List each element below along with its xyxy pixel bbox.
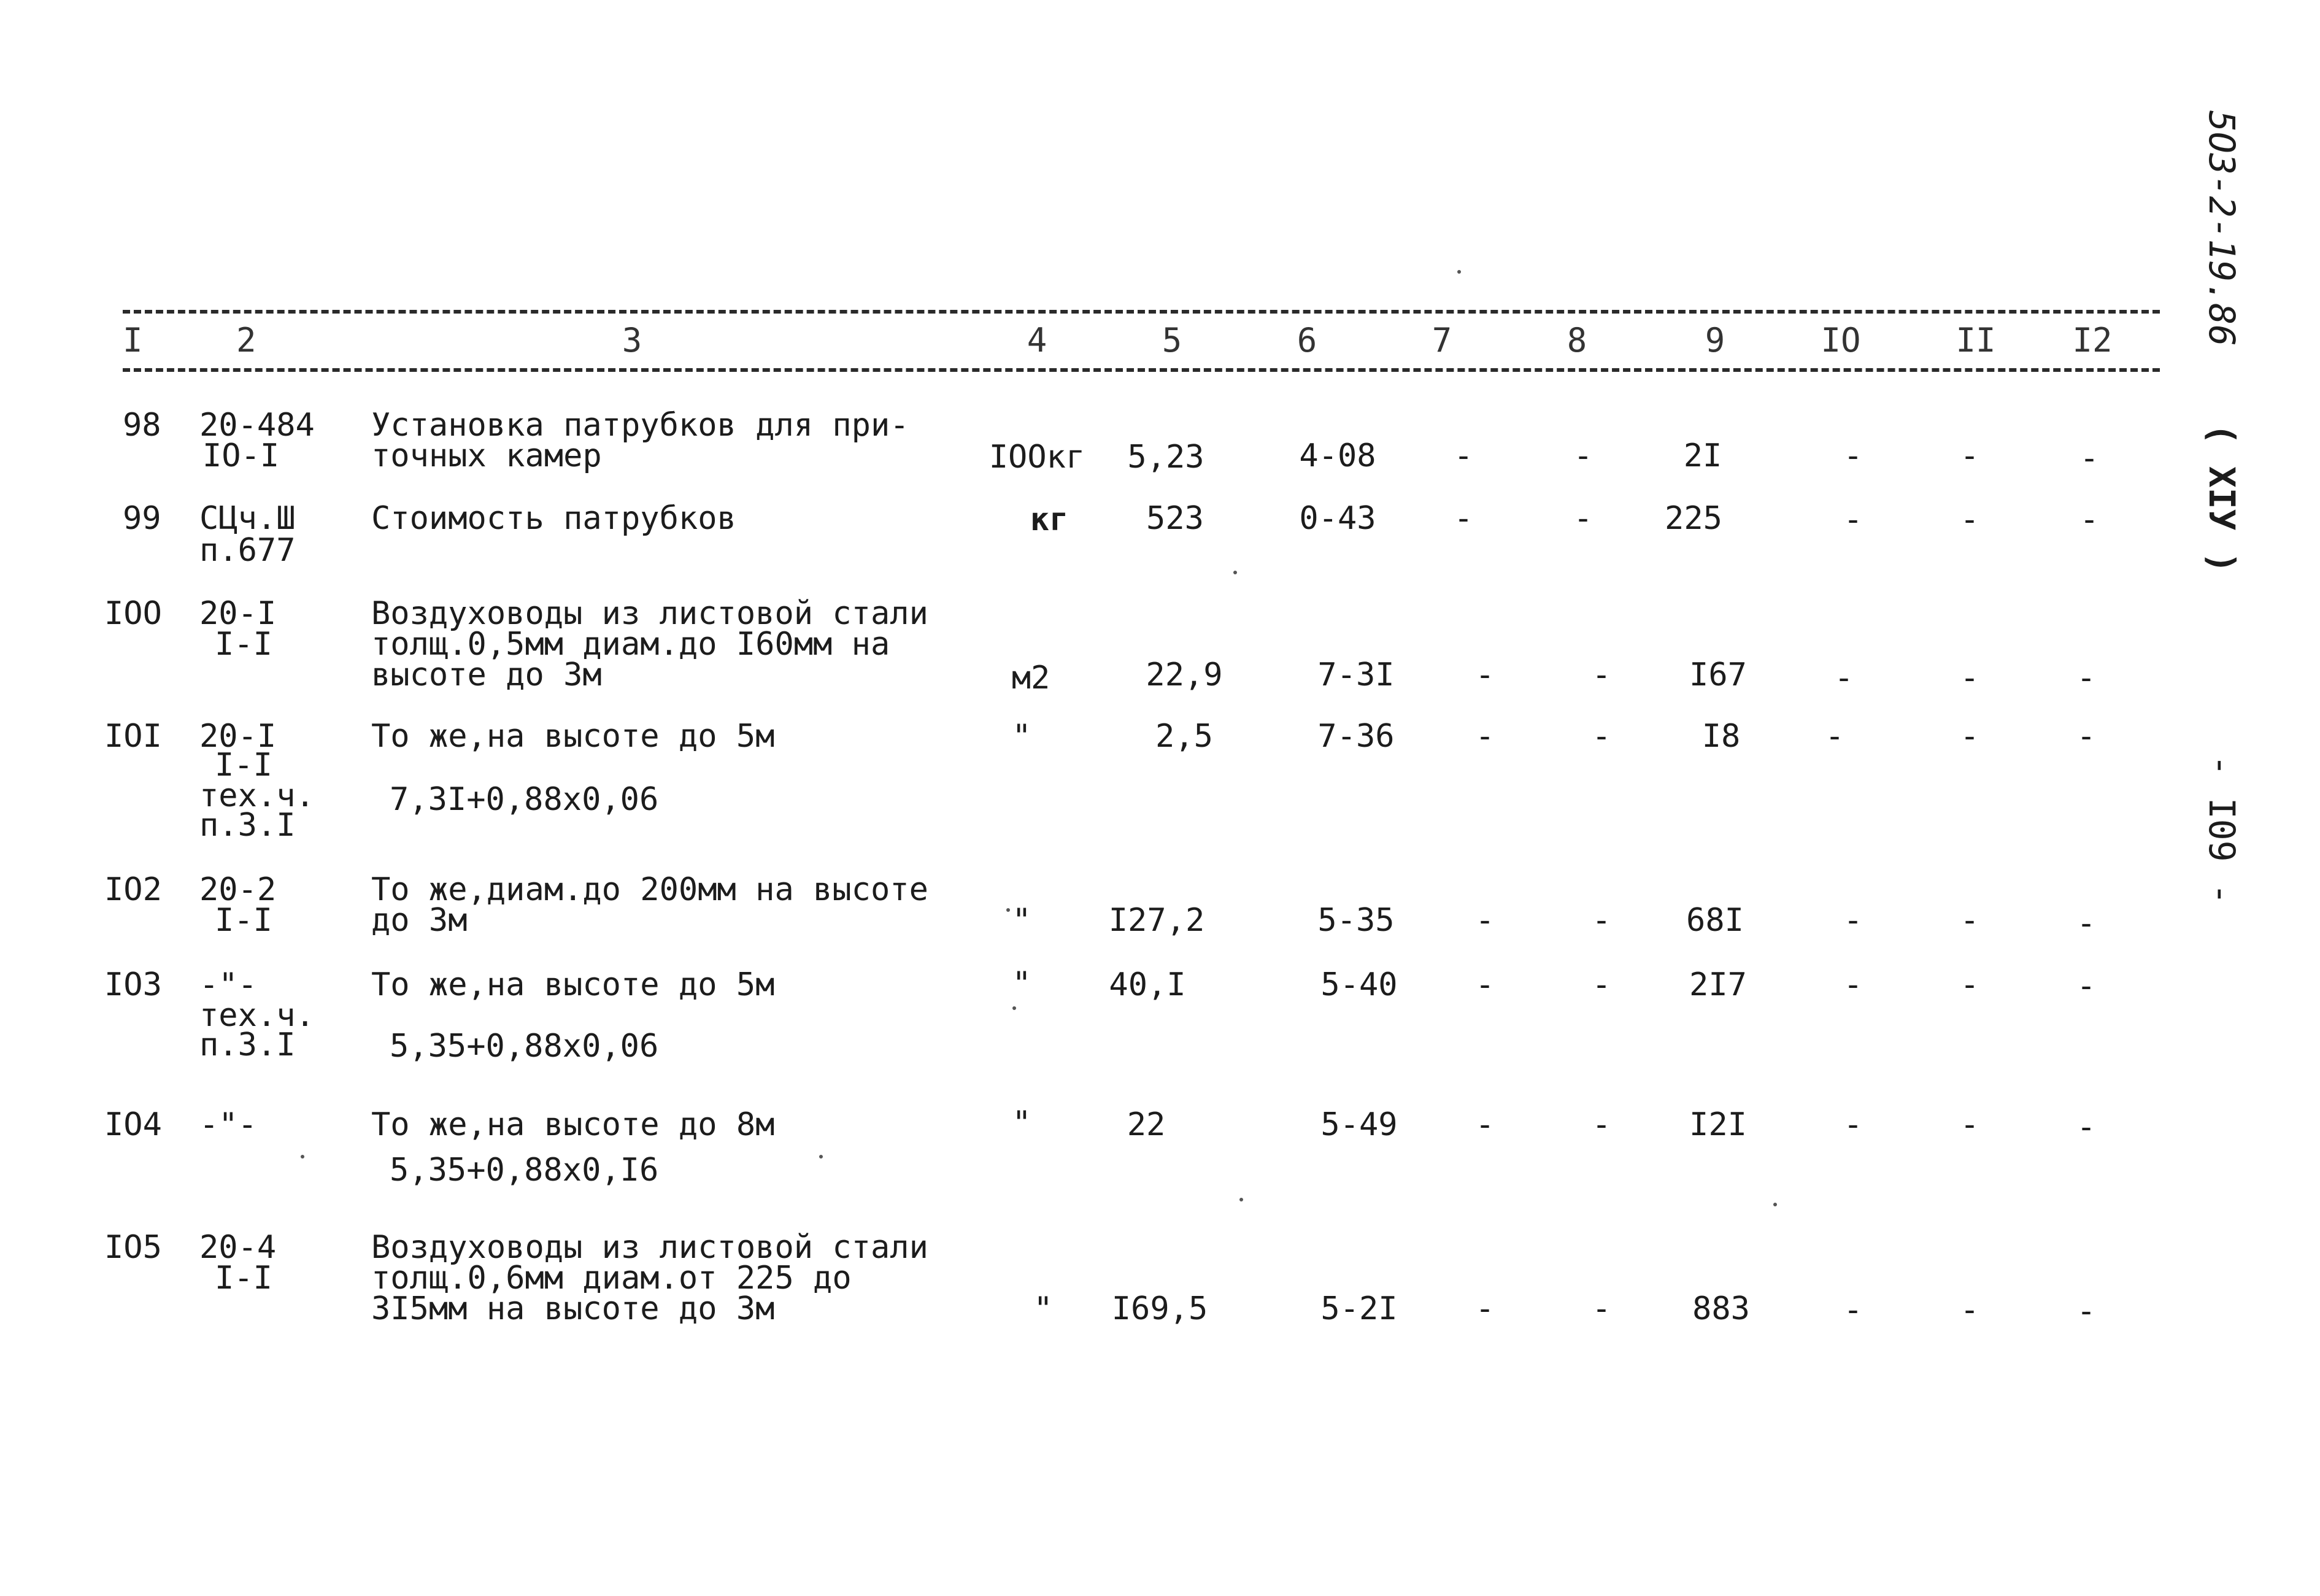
row-unit: " xyxy=(1012,718,1031,755)
row-col7: - xyxy=(1454,500,1473,537)
row-col6: 7-36 xyxy=(1317,718,1395,755)
row-col10: - xyxy=(1825,718,1844,755)
row-number: IO5 xyxy=(104,1229,162,1266)
row-col5: 40,I xyxy=(1109,966,1186,1003)
col-header-2: 2 xyxy=(236,321,256,360)
row-description: То же,на высоте до 5м xyxy=(371,718,775,755)
scan-speck xyxy=(1233,571,1237,574)
row-col8: - xyxy=(1573,438,1593,474)
row-col7: - xyxy=(1475,657,1495,693)
row-col12: - xyxy=(2076,1109,2096,1146)
row-col9: I67 xyxy=(1689,657,1747,693)
row-number: IO4 xyxy=(104,1106,162,1143)
row-number: IO2 xyxy=(104,871,162,908)
row-code: п.3.I xyxy=(199,807,296,844)
row-col7: - xyxy=(1475,1106,1495,1143)
row-description: высоте до 3м xyxy=(371,657,602,693)
row-description: То же,на высоте до 8м xyxy=(371,1106,775,1143)
row-code: 20-I xyxy=(199,718,277,755)
row-code: I-I xyxy=(215,626,272,663)
row-code: I-I xyxy=(215,902,272,939)
row-unit: " xyxy=(1012,965,1031,1002)
scan-speck xyxy=(301,1155,304,1158)
row-description: точных камер xyxy=(371,438,602,474)
row-col12: - xyxy=(2079,501,2099,538)
row-col12: - xyxy=(2076,905,2096,942)
row-col7: - xyxy=(1475,718,1495,755)
row-description: Воздуховоды из листовой стали xyxy=(371,595,928,632)
row-code: 20-4 xyxy=(199,1229,277,1266)
row-unit: " xyxy=(1012,902,1031,939)
row-col7: - xyxy=(1475,1290,1495,1327)
scan-speck xyxy=(1457,270,1461,274)
row-col9: 225 xyxy=(1665,500,1722,537)
col-header-11: II xyxy=(1956,321,1996,360)
row-code: -"- xyxy=(199,1106,257,1143)
row-unit: IOOкг xyxy=(989,439,1085,476)
row-code: I-I xyxy=(215,747,272,784)
col-header-4: 4 xyxy=(1027,321,1047,360)
row-col5: 523 xyxy=(1146,500,1204,537)
row-col10: - xyxy=(1843,1292,1863,1328)
row-description: Стоимость патрубков xyxy=(371,500,736,537)
row-col8: - xyxy=(1592,1106,1611,1143)
col-header-6: 6 xyxy=(1297,321,1317,360)
row-col5: I27,2 xyxy=(1108,902,1205,939)
row-unit: " xyxy=(1012,1104,1031,1141)
row-col10: - xyxy=(1843,438,1863,474)
row-description: толщ.0,6мм диам.от 225 до xyxy=(371,1260,852,1297)
col-header-8: 8 xyxy=(1567,321,1587,360)
margin-section: ( ХIУ ) xyxy=(2201,423,2243,574)
row-col8: - xyxy=(1592,657,1611,693)
row-code: п.3.I xyxy=(199,1027,296,1063)
row-code: I-I xyxy=(215,1260,272,1297)
row-col5: I69,5 xyxy=(1111,1290,1208,1327)
row-code: тех.ч. xyxy=(199,997,315,1034)
row-unit: м2 xyxy=(1011,660,1050,696)
row-col6: 4-08 xyxy=(1299,438,1376,474)
col-header-3: 3 xyxy=(622,321,642,360)
row-number: 99 xyxy=(123,500,161,537)
row-col9: I2I xyxy=(1689,1106,1747,1143)
row-col11: - xyxy=(1960,1106,1979,1143)
row-number: IOI xyxy=(104,718,162,755)
row-col9: 2I xyxy=(1683,438,1722,474)
row-col11: - xyxy=(1960,902,1979,939)
row-col8: - xyxy=(1592,902,1611,939)
scan-speck xyxy=(1773,1203,1777,1206)
row-col12: - xyxy=(2076,660,2096,696)
scan-speck xyxy=(1006,908,1010,912)
row-col10: - xyxy=(1843,1106,1863,1143)
row-unit: " xyxy=(1033,1290,1053,1327)
row-col11: - xyxy=(1960,718,1979,755)
row-col10: - xyxy=(1834,660,1854,696)
col-header-12: I2 xyxy=(2072,321,2113,360)
row-description: То же,диам.до 200мм на высоте xyxy=(371,871,928,908)
row-code: 20-484 xyxy=(199,407,315,444)
row-col9: 68I xyxy=(1686,902,1744,939)
row-code: СЦч.Ш xyxy=(199,500,296,537)
row-formula: 7,3I+0,88x0,06 xyxy=(390,781,659,818)
row-col11: - xyxy=(1960,438,1979,474)
row-col6: 5-2I xyxy=(1320,1290,1398,1327)
row-col5: 5,23 xyxy=(1127,439,1204,476)
row-col10: - xyxy=(1843,966,1863,1003)
row-col7: - xyxy=(1475,902,1495,939)
row-col10: - xyxy=(1843,501,1863,538)
row-col6: 5-35 xyxy=(1317,902,1395,939)
row-col7: - xyxy=(1475,966,1495,1003)
row-col8: - xyxy=(1592,718,1611,755)
row-code: -"- xyxy=(199,966,257,1003)
row-col5: 22,9 xyxy=(1146,657,1223,693)
row-col8: - xyxy=(1573,500,1593,537)
col-header-10: IO xyxy=(1821,321,1861,360)
scan-speck xyxy=(819,1155,823,1158)
row-col11: - xyxy=(1960,1292,1979,1328)
col-header-9: 9 xyxy=(1705,321,1725,360)
row-description: до 3м xyxy=(371,902,468,939)
row-formula: 5,35+0,88x0,06 xyxy=(390,1028,659,1065)
row-col8: - xyxy=(1592,966,1611,1003)
row-description: Установка патрубков для при- xyxy=(371,407,909,444)
row-description: 3I5мм на высоте до 3м xyxy=(371,1290,775,1327)
col-header-7: 7 xyxy=(1432,321,1452,360)
row-formula: 5,35+0,88x0,I6 xyxy=(390,1152,659,1189)
row-col12: - xyxy=(2076,1293,2096,1330)
row-col6: 7-3I xyxy=(1317,657,1395,693)
row-col11: - xyxy=(1960,966,1979,1003)
row-col7: - xyxy=(1454,438,1473,474)
row-col6: 5-40 xyxy=(1320,966,1398,1003)
row-description: То же,на высоте до 5м xyxy=(371,966,775,1003)
row-col12: - xyxy=(2079,440,2099,477)
row-number: 98 xyxy=(123,407,161,444)
row-col5: 2,5 xyxy=(1155,718,1213,755)
col-header-5: 5 xyxy=(1162,321,1182,360)
row-unit: кг xyxy=(1030,501,1069,538)
row-code: п.677 xyxy=(199,532,296,569)
header-top-rule xyxy=(123,310,2160,314)
row-number: IOO xyxy=(104,595,162,632)
row-code: 20-2 xyxy=(199,871,277,908)
margin-page-number: - I09 - xyxy=(2201,755,2243,905)
row-col12: - xyxy=(2076,968,2096,1004)
row-col11: - xyxy=(1960,501,1979,538)
row-number: IO3 xyxy=(104,966,162,1003)
row-description: толщ.0,5мм диам.до I60мм на xyxy=(371,626,890,663)
row-col10: - xyxy=(1843,902,1863,939)
col-header-1: I xyxy=(123,321,143,360)
row-col6: 0-43 xyxy=(1299,500,1376,537)
row-col6: 5-49 xyxy=(1320,1106,1398,1143)
row-col11: - xyxy=(1960,660,1979,696)
row-code: тех.ч. xyxy=(199,777,315,814)
scan-speck xyxy=(1239,1198,1243,1201)
row-code: 20-I xyxy=(199,595,277,632)
header-bottom-rule xyxy=(123,368,2160,372)
row-col5: 22 xyxy=(1127,1106,1166,1143)
row-description: Воздуховоды из листовой стали xyxy=(371,1229,928,1266)
row-code: IO-I xyxy=(202,438,280,474)
row-col12: - xyxy=(2076,718,2096,755)
row-col9: 2I7 xyxy=(1689,966,1747,1003)
row-col9: 883 xyxy=(1692,1290,1750,1327)
row-col9: I8 xyxy=(1701,718,1741,755)
scan-speck xyxy=(1012,1006,1016,1010)
row-col8: - xyxy=(1592,1290,1611,1327)
margin-doc-code: 5ОЗ-2-19.86 xyxy=(2201,110,2243,347)
